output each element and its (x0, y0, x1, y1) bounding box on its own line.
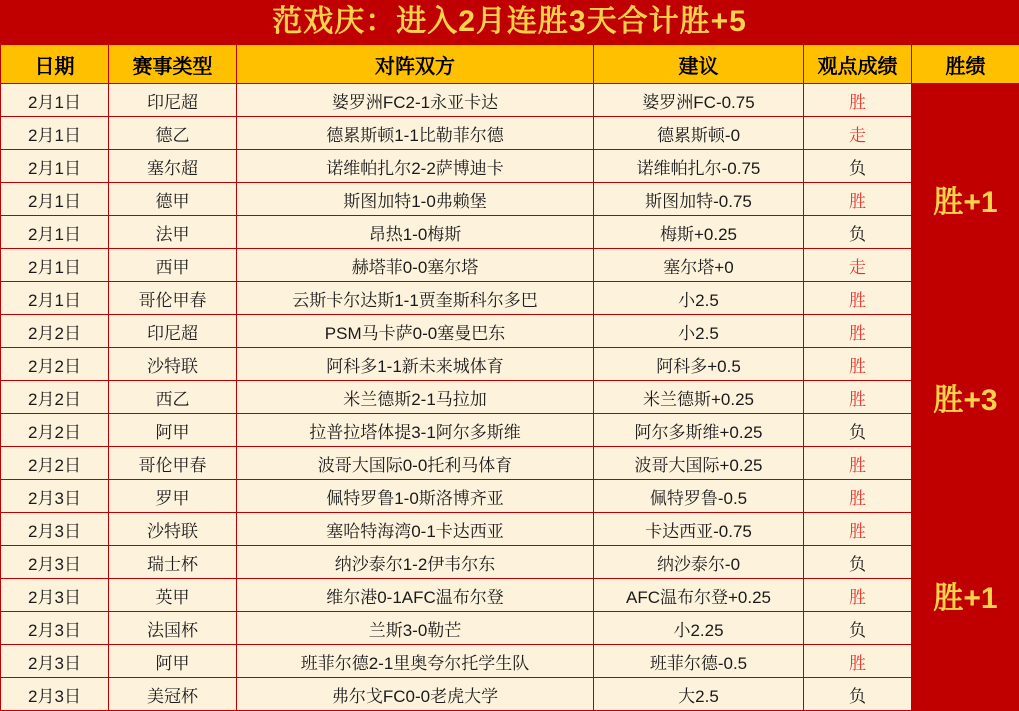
cell-advice: 诺维帕扎尔-0.75 (594, 150, 804, 183)
column-header-league: 赛事类型 (109, 45, 237, 84)
cell-match: 诺维帕扎尔2-2萨博迪卡 (237, 150, 594, 183)
cell-result: 负 (804, 216, 912, 249)
cell-result: 走 (804, 249, 912, 282)
table-row (1, 414, 1019, 447)
cell-league: 美冠杯 (109, 678, 237, 711)
cell-result: 胜 (804, 348, 912, 381)
column-header-date: 日期 (1, 45, 109, 84)
cell-result: 走 (804, 117, 912, 150)
cell-date: 2月3日 (1, 645, 109, 678)
cell-league: 西甲 (109, 249, 237, 282)
cell-league: 阿甲 (109, 414, 237, 447)
cell-match: 阿科多1-1新未来城体育 (237, 348, 594, 381)
table-row (1, 249, 1019, 282)
cell-league: 阿甲 (109, 645, 237, 678)
cell-date: 2月1日 (1, 216, 109, 249)
cell-streak: 胜+3 (912, 315, 1019, 480)
cell-date: 2月1日 (1, 150, 109, 183)
cell-result: 负 (804, 678, 912, 711)
page-title: 范戏庆：进入2月连胜3天合计胜+5 (0, 0, 1019, 44)
cell-date: 2月2日 (1, 315, 109, 348)
table-row (1, 678, 1019, 711)
cell-result: 负 (804, 546, 912, 579)
cell-advice: 梅斯+0.25 (594, 216, 804, 249)
cell-league: 沙特联 (109, 348, 237, 381)
cell-match: 波哥大国际0-0托利马体育 (237, 447, 594, 480)
table-row (1, 546, 1019, 579)
cell-advice: 波哥大国际+0.25 (594, 447, 804, 480)
cell-match: 塞哈特海湾0-1卡达西亚 (237, 513, 594, 546)
cell-advice: AFC温布尔登+0.25 (594, 579, 804, 612)
cell-result: 负 (804, 414, 912, 447)
cell-result: 负 (804, 612, 912, 645)
column-header-advice: 建议 (594, 45, 804, 84)
cell-date: 2月3日 (1, 513, 109, 546)
cell-advice: 卡达西亚-0.75 (594, 513, 804, 546)
column-header-streak: 胜绩 (912, 45, 1019, 84)
cell-league: 德乙 (109, 117, 237, 150)
cell-league: 塞尔超 (109, 150, 237, 183)
table-row (1, 117, 1019, 150)
cell-result: 胜 (804, 183, 912, 216)
cell-league: 瑞士杯 (109, 546, 237, 579)
cell-advice: 塞尔塔+0 (594, 249, 804, 282)
cell-date: 2月1日 (1, 183, 109, 216)
cell-date: 2月1日 (1, 117, 109, 150)
table-row (1, 84, 1019, 117)
cell-advice: 德累斯顿-0 (594, 117, 804, 150)
cell-league: 西乙 (109, 381, 237, 414)
table-row (1, 612, 1019, 645)
cell-match: PSM马卡萨0-0塞曼巴东 (237, 315, 594, 348)
table-row (1, 381, 1019, 414)
cell-league: 沙特联 (109, 513, 237, 546)
cell-date: 2月2日 (1, 381, 109, 414)
cell-advice: 班菲尔德-0.5 (594, 645, 804, 678)
cell-date: 2月2日 (1, 414, 109, 447)
cell-date: 2月2日 (1, 348, 109, 381)
cell-advice: 纳沙泰尔-0 (594, 546, 804, 579)
cell-advice: 婆罗洲FC-0.75 (594, 84, 804, 117)
cell-result: 胜 (804, 315, 912, 348)
cell-advice: 阿尔多斯维+0.25 (594, 414, 804, 447)
cell-match: 昂热1-0梅斯 (237, 216, 594, 249)
column-header-match: 对阵双方 (237, 45, 594, 84)
cell-advice: 米兰德斯+0.25 (594, 381, 804, 414)
cell-result: 胜 (804, 513, 912, 546)
cell-advice: 阿科多+0.5 (594, 348, 804, 381)
cell-league: 印尼超 (109, 84, 237, 117)
cell-date: 2月3日 (1, 612, 109, 645)
cell-league: 法甲 (109, 216, 237, 249)
cell-advice: 小2.5 (594, 282, 804, 315)
cell-streak: 胜+1 (912, 84, 1019, 315)
cell-league: 英甲 (109, 579, 237, 612)
cell-result: 胜 (804, 645, 912, 678)
cell-streak: 胜+1 (912, 480, 1019, 711)
cell-date: 2月3日 (1, 579, 109, 612)
cell-advice: 斯图加特-0.75 (594, 183, 804, 216)
column-header-result: 观点成绩 (804, 45, 912, 84)
cell-result: 胜 (804, 480, 912, 513)
cell-advice: 小2.25 (594, 612, 804, 645)
cell-league: 法国杯 (109, 612, 237, 645)
cell-result: 胜 (804, 84, 912, 117)
cell-result: 胜 (804, 447, 912, 480)
table-row (1, 645, 1019, 678)
cell-league: 罗甲 (109, 480, 237, 513)
cell-match: 云斯卡尔达斯1-1贾奎斯科尔多巴 (237, 282, 594, 315)
cell-match: 兰斯3-0勒芒 (237, 612, 594, 645)
cell-match: 班菲尔德2-1里奥夸尔托学生队 (237, 645, 594, 678)
cell-match: 米兰德斯2-1马拉加 (237, 381, 594, 414)
cell-league: 印尼超 (109, 315, 237, 348)
cell-match: 纳沙泰尔1-2伊韦尔东 (237, 546, 594, 579)
cell-match: 斯图加特1-0弗赖堡 (237, 183, 594, 216)
table-row (1, 216, 1019, 249)
cell-date: 2月2日 (1, 447, 109, 480)
cell-match: 德累斯顿1-1比勒菲尔德 (237, 117, 594, 150)
table-row (1, 579, 1019, 612)
cell-date: 2月1日 (1, 84, 109, 117)
cell-advice: 佩特罗鲁-0.5 (594, 480, 804, 513)
cell-match: 维尔港0-1AFC温布尔登 (237, 579, 594, 612)
cell-date: 2月3日 (1, 678, 109, 711)
table-row (1, 282, 1019, 315)
cell-advice: 大2.5 (594, 678, 804, 711)
cell-date: 2月3日 (1, 546, 109, 579)
table-row (1, 183, 1019, 216)
cell-advice: 小2.5 (594, 315, 804, 348)
table-row (1, 513, 1019, 546)
cell-match: 佩特罗鲁1-0斯洛博齐亚 (237, 480, 594, 513)
cell-result: 胜 (804, 381, 912, 414)
cell-result: 胜 (804, 579, 912, 612)
cell-match: 婆罗洲FC2-1永亚卡达 (237, 84, 594, 117)
cell-date: 2月1日 (1, 282, 109, 315)
cell-result: 负 (804, 150, 912, 183)
cell-league: 德甲 (109, 183, 237, 216)
cell-date: 2月1日 (1, 249, 109, 282)
table-row (1, 150, 1019, 183)
results-table-body (1, 84, 1019, 711)
cell-date: 2月3日 (1, 480, 109, 513)
results-table (0, 44, 1019, 711)
table-row (1, 348, 1019, 381)
table-row (1, 447, 1019, 480)
cell-match: 赫塔菲0-0塞尔塔 (237, 249, 594, 282)
table-row (1, 480, 1019, 513)
cell-match: 弗尔戈FC0-0老虎大学 (237, 678, 594, 711)
table-header-row (1, 45, 1019, 84)
table-row (1, 315, 1019, 348)
cell-league: 哥伦甲春 (109, 282, 237, 315)
cell-league: 哥伦甲春 (109, 447, 237, 480)
cell-match: 拉普拉塔体提3-1阿尔多斯维 (237, 414, 594, 447)
cell-result: 胜 (804, 282, 912, 315)
